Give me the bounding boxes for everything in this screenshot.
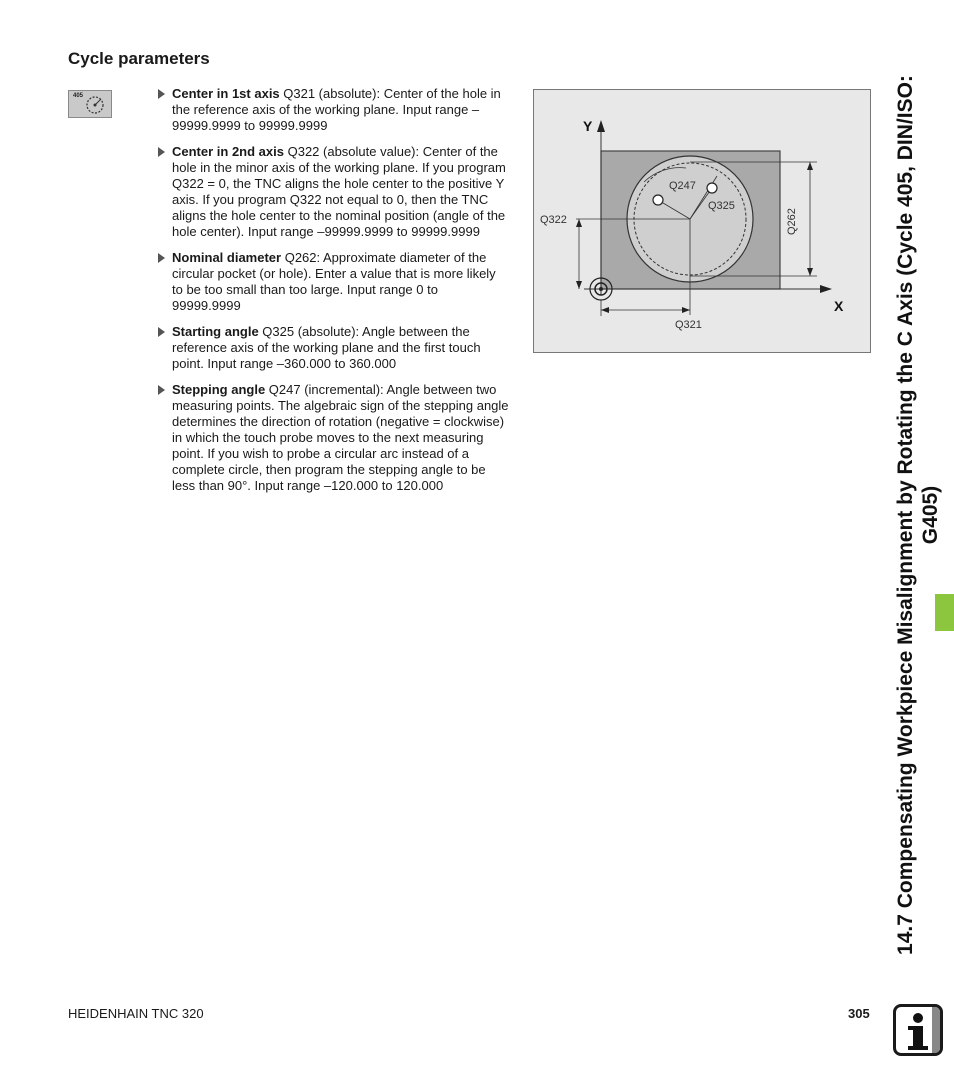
parameter-list [158,86,510,504]
cycle-405-probe-icon [84,95,106,115]
param-desc: Q325 (absolute): Angle between the reference axis of the working plane and the first touch point. Input range –360.000 to 360.000 [172,324,481,371]
bullet-arrow-icon [158,89,165,99]
chapter-title: 14.7 Compensating Workpiece Misalignment by Rotating the C Axis (Cycle 405, DIN/ISO: G405) [894,75,942,955]
cycle-diagram [533,89,871,353]
q247-label: Q247 [669,180,696,192]
q262-label: Q262 [786,208,798,235]
footer-manual-name: HEIDENHAIN TNC 320 [68,1006,204,1021]
q321-label: Q321 [675,319,702,331]
param-name: Stepping angle [172,382,266,397]
x-axis-label: X [834,298,844,314]
bullet-arrow-icon [158,327,165,337]
q325-label: Q325 [708,200,735,212]
param-desc: Q262: Approximate diameter of the circular pocket (or hole). Enter a value that is more likely to be too small than too large. Input range 0 to 99999.9999 [172,250,496,313]
q322-label: Q322 [540,214,567,226]
param-name: Starting angle [172,324,259,339]
param-name: Center in 2nd axis [172,144,284,159]
param-q322 [158,144,510,240]
param-name: Nominal diameter [172,250,282,265]
cycle-405-icon [68,90,112,118]
bullet-arrow-icon [158,147,165,157]
cycle-number: 405 [73,93,84,99]
section-title: Cycle parameters [68,49,210,68]
y-axis-label: Y [583,118,593,134]
param-q247 [158,382,510,494]
param-desc: Q247 (incremental): Angle between two measuring points. The algebraic sign of the stepping angle determines the direction of rotation (negative = clockwise) in which the touch probe moves to the next measuring point. If you wish to probe a circular arc instead of a complete circle, then program the stepping angle to be less than 90°. Input range –120.000 to 120.000 [172,382,509,493]
chapter-tab-marker [935,594,954,631]
chapter-title-sidebar [878,50,954,980]
param-desc: Q321 (absolute): Center of the hole in the reference axis of the working plane. Input range –99999.9999 to 99999.9999 [172,86,501,133]
param-q262 [158,250,510,314]
param-desc: Q322 (absolute value): Center of the hole in the minor axis of the working plane. If you program Q322 = 0, the TNC aligns the hole center to the positive Y axis. If you program Q322 not equal to 0, then the TNC aligns the hole center to the nominal position (angle of the hole center). Input range –99999.9999 to 99999.9999 [172,144,506,239]
param-name: Center in 1st axis [172,86,280,101]
page-number: 305 [848,1006,870,1021]
bullet-arrow-icon [158,253,165,263]
param-q325 [158,324,510,372]
param-q321 [158,86,510,134]
bullet-arrow-icon [158,385,165,395]
info-icon [893,1004,943,1056]
